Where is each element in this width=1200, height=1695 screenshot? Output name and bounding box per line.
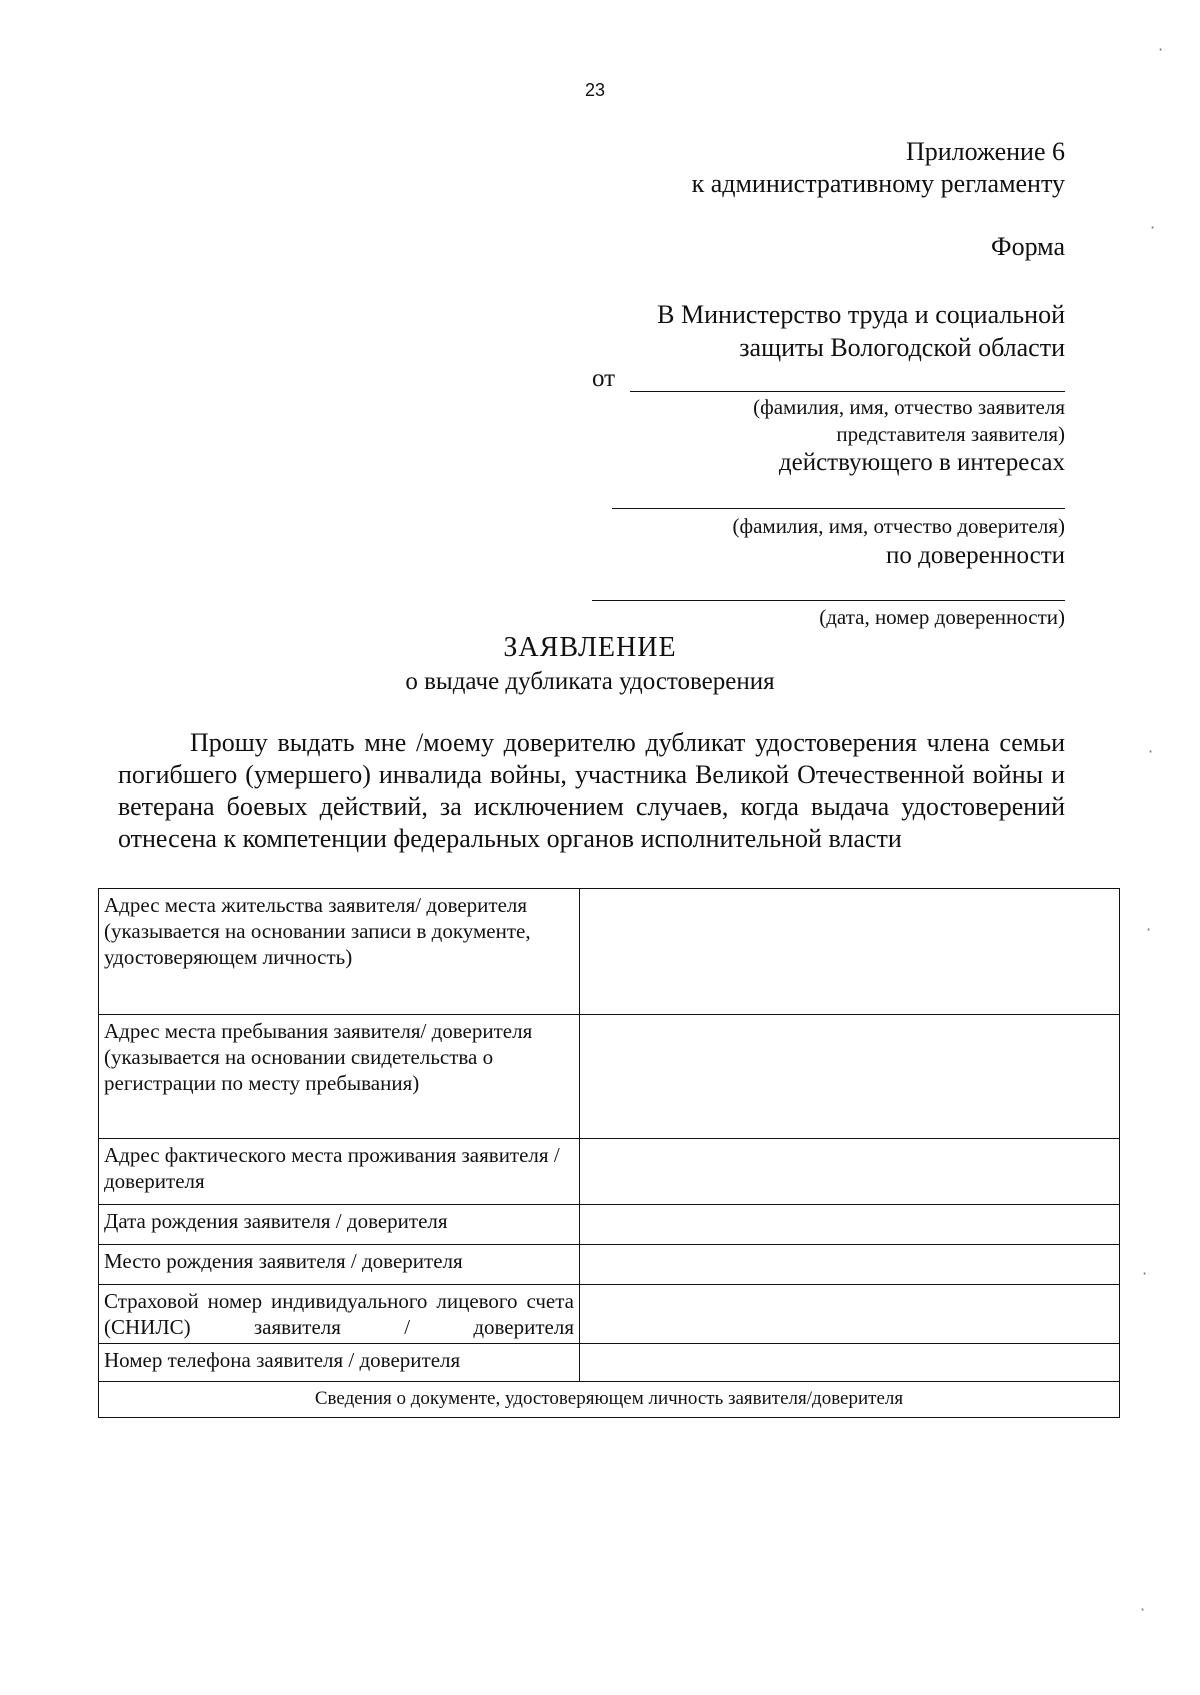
scan-speck: ·	[1158, 40, 1164, 59]
applicant-hint	[753, 394, 1065, 448]
principal-hint: (фамилия, имя, отчество доверителя)	[732, 514, 1065, 538]
principal-name-line[interactable]	[612, 508, 1065, 509]
table-row	[99, 1245, 1120, 1285]
row-value-cell[interactable]	[580, 889, 1120, 1015]
document-subtitle: о выдаче дубликата удостоверения	[405, 668, 775, 695]
row-value-cell[interactable]	[580, 1245, 1120, 1285]
row-label: Адрес места жительства заявителя/ доверителя (указывается на основании записи в документе, удостоверяющем личность)	[99, 889, 580, 1015]
scan-speck: ·	[1142, 1264, 1148, 1283]
appendix-line-1: Приложение 6	[905, 137, 1065, 166]
scan-speck: ·	[1148, 742, 1154, 761]
row-label: Номер телефона заявителя / доверителя	[99, 1344, 580, 1382]
addressee-line-1: В Министерство труда и социальной	[657, 300, 1065, 329]
proxy-hint: (дата, номер доверенности)	[819, 605, 1065, 629]
table-row	[99, 1285, 1120, 1344]
scan-speck: ·	[1140, 1600, 1146, 1619]
form-label: Форма	[991, 232, 1065, 261]
request-paragraph: Прошу выдать мне /моему доверителю дубликат удостоверения члена семьи погибшего (умершего) инвалида войны, участника Великой Отечественной войны и ветерана боевых действий, за исключением случаев, когда выдача удостоверений отнесена к компетенции федеральных органов исполнительной власти	[118, 728, 1065, 853]
appendix-reference	[692, 136, 1065, 200]
row-label: Адрес фактического места проживания заявителя / доверителя	[99, 1139, 580, 1205]
row-value-cell[interactable]	[580, 1015, 1120, 1139]
page-number: 23	[585, 80, 606, 100]
table-row	[99, 1015, 1120, 1139]
table-row	[99, 889, 1120, 1015]
row-value-cell[interactable]	[580, 1285, 1120, 1344]
acting-in-interest-label: действующего в интересах	[778, 449, 1065, 476]
addressee-line-2: защиты Вологодской области	[739, 333, 1065, 362]
document-title: ЗАЯВЛЕНИЕ	[503, 632, 677, 663]
row-label: Дата рождения заявителя / доверителя	[99, 1205, 580, 1245]
from-field	[592, 365, 1065, 395]
from-label: от	[592, 365, 616, 392]
scan-speck: ·	[1150, 218, 1156, 237]
row-label: Страховой номер индивидуального лицевого счета (СНИЛС) заявителя / доверителя	[99, 1285, 580, 1344]
row-value-cell[interactable]	[580, 1139, 1120, 1205]
applicant-info-table	[98, 888, 1120, 1418]
addressee-block	[657, 298, 1065, 364]
applicant-name-line[interactable]	[630, 391, 1065, 392]
proxy-details-line[interactable]	[592, 600, 1065, 601]
scan-speck: ·	[1146, 920, 1152, 939]
table-section-header-row	[99, 1382, 1120, 1418]
table-row	[99, 1205, 1120, 1245]
row-label: Место рождения заявителя / доверителя	[99, 1245, 580, 1285]
table-row	[99, 1139, 1120, 1205]
table-row	[99, 1344, 1120, 1382]
applicant-hint-line-2: представителя заявителя)	[836, 422, 1065, 446]
by-proxy-label: по доверенности	[886, 542, 1065, 569]
row-value-cell[interactable]	[580, 1205, 1120, 1245]
row-label: Адрес места пребывания заявителя/ доверителя (указывается на основании свидетельства о регистрации по месту пребывания)	[99, 1015, 580, 1139]
row-value-cell[interactable]	[580, 1344, 1120, 1382]
appendix-line-2: к административному регламенту	[691, 169, 1065, 198]
applicant-hint-line-1: (фамилия, имя, отчество заявителя	[753, 395, 1065, 419]
table-section-header: Сведения о документе, удостоверяющем личность заявителя/доверителя	[99, 1382, 1120, 1418]
